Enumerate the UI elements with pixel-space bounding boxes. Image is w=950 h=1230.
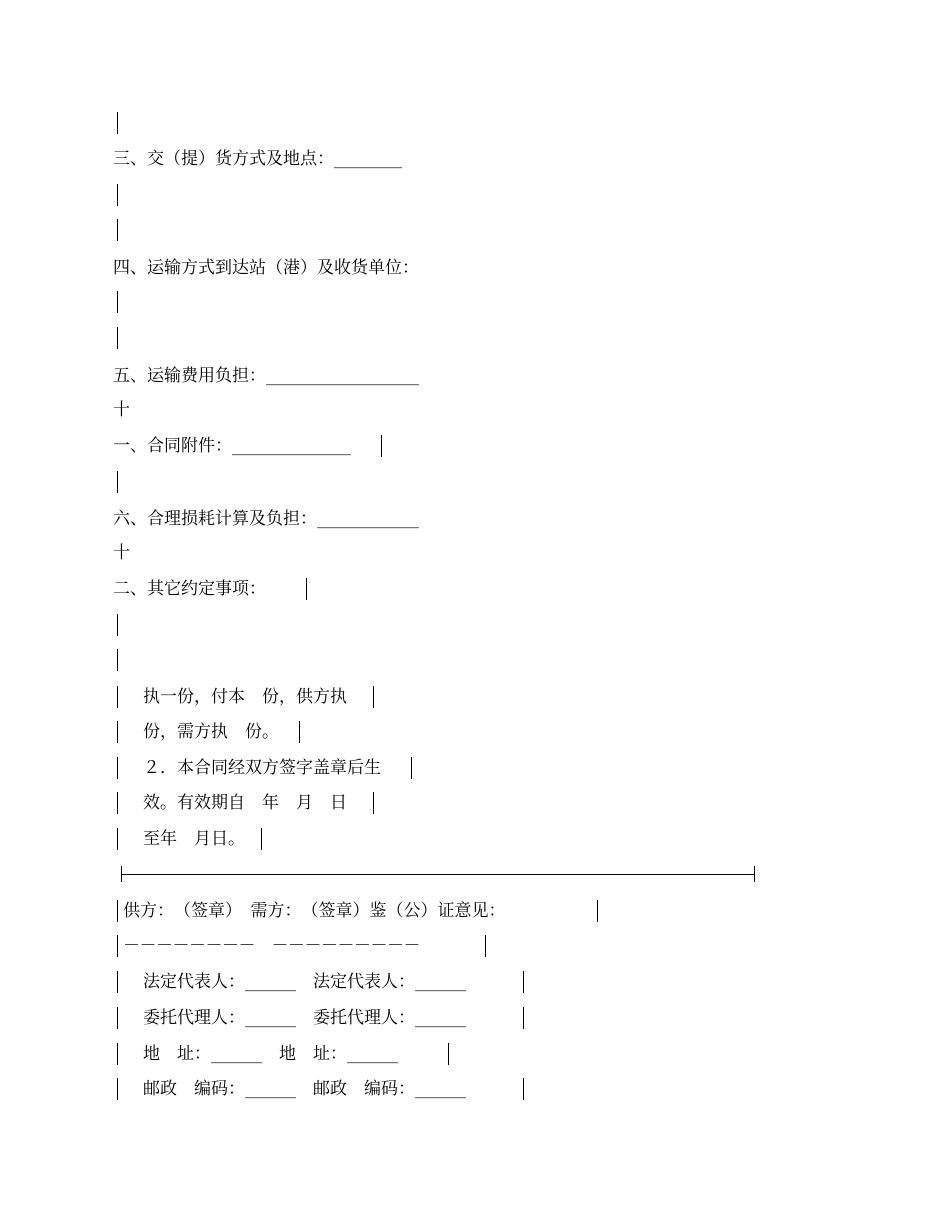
table-border-mark (411, 757, 412, 779)
table-border-mark (117, 971, 118, 993)
section-5-freight: 五、运输费用负担：__________________ (113, 366, 419, 386)
table-border-mark (523, 971, 524, 993)
authorized-agent-row: 委托代理人：______ 委托代理人：______ (143, 1008, 466, 1028)
table-border-mark (373, 686, 374, 708)
table-border-mark (117, 1078, 118, 1100)
table-border-mark (381, 435, 382, 457)
table-border-mark (117, 184, 118, 206)
table-border-mark (523, 1007, 524, 1029)
table-border-mark (117, 219, 118, 241)
section-6-loss: 六、合理损耗计算及负担：____________ (113, 509, 419, 529)
table-divider-right-tick (754, 866, 755, 882)
table-border-mark (117, 649, 118, 671)
table-border-mark (117, 686, 118, 708)
effect-line-2: 效。有效期自 年 月 日 (143, 793, 347, 813)
section-12-other: 二、其它约定事项： (113, 579, 266, 599)
signature-header: 供方： （签章） 需方： （签章）鉴（公）证意见： (123, 901, 506, 921)
section-4-transport: 四、运输方式到达站（港）及收货单位： (113, 258, 419, 278)
table-border-mark (117, 792, 118, 814)
section-3-delivery: 三、交（提）货方式及地点：________ (113, 149, 402, 169)
table-border-mark (299, 721, 300, 743)
table-border-mark (117, 828, 118, 850)
table-border-mark (117, 935, 118, 957)
signature-dash-row: －－－－－－－－ －－－－－－－－－ (123, 936, 420, 956)
section-ten-prefix: 十 (113, 543, 130, 563)
copies-line-1: 执一份，付本 份，供方执 (143, 687, 347, 707)
table-border-mark (306, 578, 307, 600)
table-border-mark (117, 1007, 118, 1029)
table-border-mark (117, 471, 118, 493)
address-row: 地 址：______ 地 址：______ (143, 1044, 398, 1064)
table-border-mark (117, 327, 118, 349)
section-ten-prefix: 十 (113, 400, 130, 420)
table-border-mark (117, 112, 118, 134)
table-border-mark (117, 757, 118, 779)
table-border-mark (485, 935, 486, 957)
table-border-mark (117, 900, 118, 922)
table-border-mark (373, 792, 374, 814)
section-11-attachments: 一、合同附件：______________ (113, 436, 351, 456)
postal-code-row: 邮政 编码：______ 邮政 编码：______ (143, 1079, 466, 1099)
table-divider (121, 874, 755, 875)
effect-line-3: 至年 月日。 (143, 829, 245, 849)
table-border-mark (117, 721, 118, 743)
copies-line-2: 份，需方执 份。 (143, 722, 279, 742)
legal-representative-row: 法定代表人：______ 法定代表人：______ (143, 972, 466, 992)
table-border-mark (117, 291, 118, 313)
table-border-mark (117, 614, 118, 636)
table-border-mark (448, 1043, 449, 1065)
table-border-mark (597, 900, 598, 922)
effect-line-1: ２．本合同经双方签字盖章后生 (143, 758, 381, 778)
table-border-mark (117, 1043, 118, 1065)
table-border-mark (523, 1078, 524, 1100)
table-border-mark (261, 828, 262, 850)
